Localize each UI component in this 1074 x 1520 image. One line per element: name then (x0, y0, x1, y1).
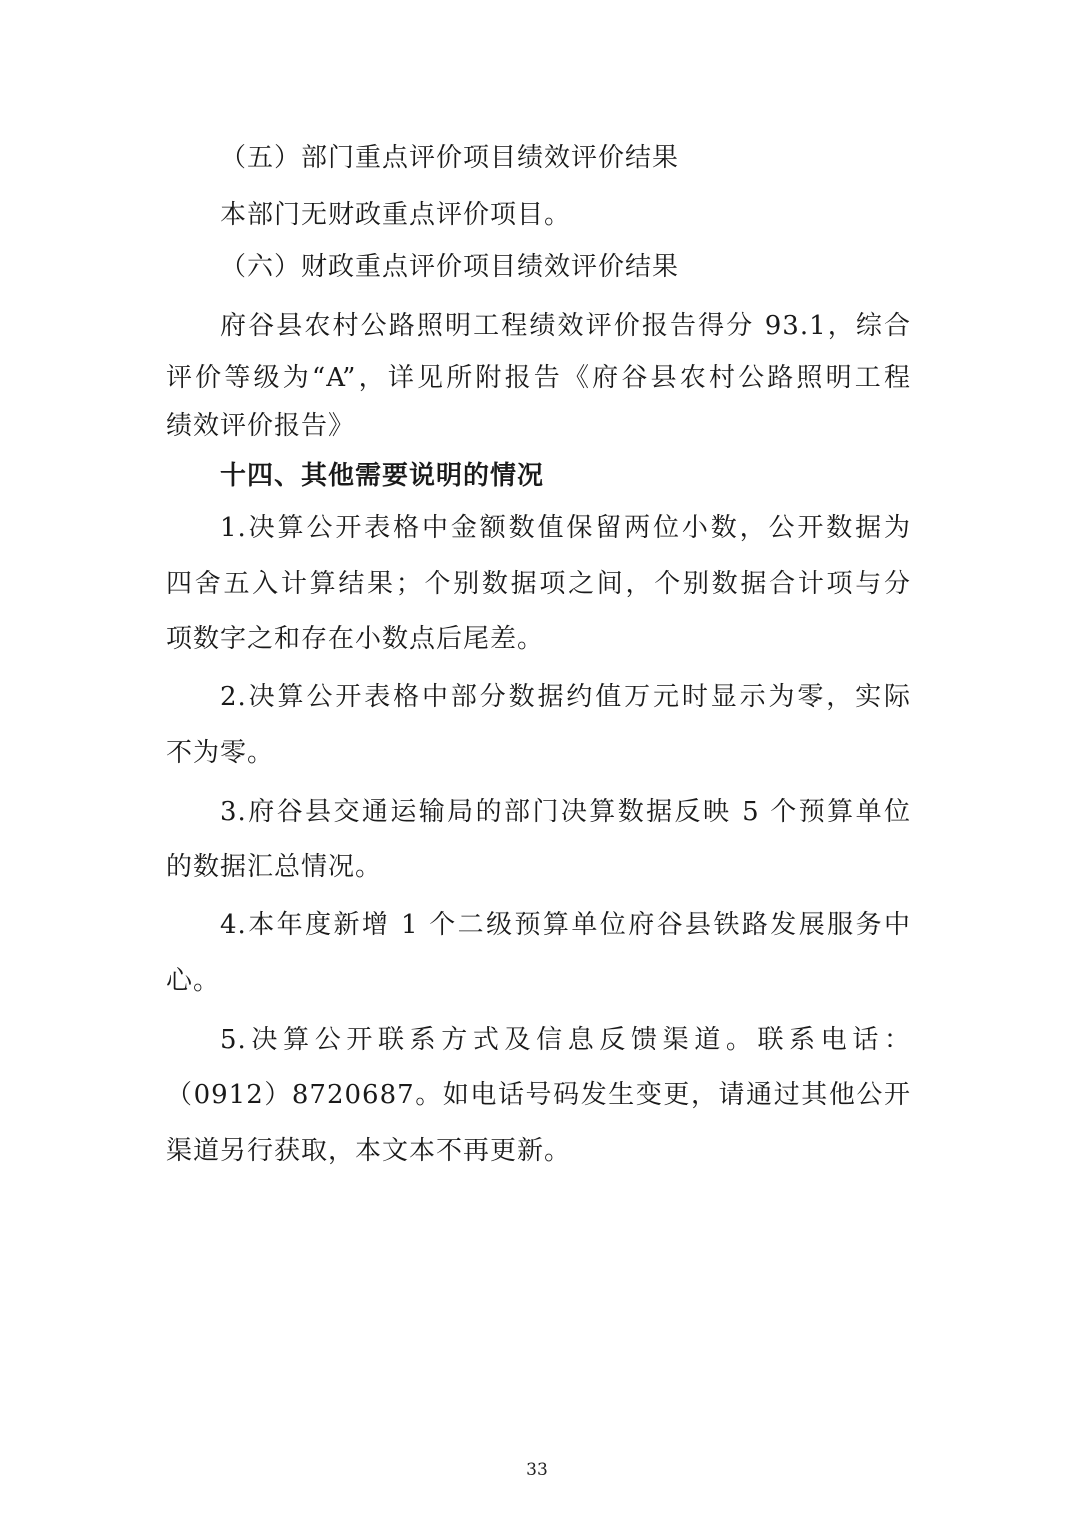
page-number: 33 (526, 1460, 548, 1480)
item-2-line-1: 2.决算公开表格中部分数据约值万元时显示为零，实际 (220, 682, 911, 712)
item-3-line-2: 的数据汇总情况。 (166, 852, 383, 882)
item-3-line-1: 3.府谷县交通运输局的部门决算数据反映 5 个预算单位 (220, 797, 911, 827)
item-4-line-1: 4.本年度新增 1 个二级预算单位府谷县铁路发展服务中 (220, 910, 911, 940)
item-5-line-2: （0912）8720687。如电话号码发生变更，请通过其他公开 (166, 1080, 911, 1110)
item-5-line-1: 5.决算公开联系方式及信息反馈渠道。联系电话： (220, 1025, 911, 1055)
item-2-line-2: 不为零。 (166, 738, 275, 768)
item-1-line-2: 四舍五入计算结果；个别数据项之间，个别数据合计项与分 (166, 569, 911, 599)
section-6-line-2: 评价等级为“A”，详见所附报告《府谷县农村公路照明工程 (166, 363, 911, 393)
section-6-line-1: 府谷县农村公路照明工程绩效评价报告得分 93.1，综合 (220, 311, 911, 341)
item-1-line-1: 1.决算公开表格中金额数值保留两位小数，公开数据为 (220, 513, 911, 543)
section-5-heading: （五）部门重点评价项目绩效评价结果 (220, 143, 680, 173)
section-6-line-3: 绩效评价报告》 (166, 411, 356, 441)
item-5-line-3: 渠道另行获取，本文本不再更新。 (166, 1136, 572, 1166)
item-4-line-2: 心。 (166, 966, 221, 996)
section-6-heading: （六）财政重点评价项目绩效评价结果 (220, 252, 680, 282)
section-14-heading: 十四、其他需要说明的情况 (220, 461, 545, 491)
section-5-body: 本部门无财政重点评价项目。 (220, 200, 572, 230)
item-1-line-3: 项数字之和存在小数点后尾差。 (166, 624, 545, 654)
